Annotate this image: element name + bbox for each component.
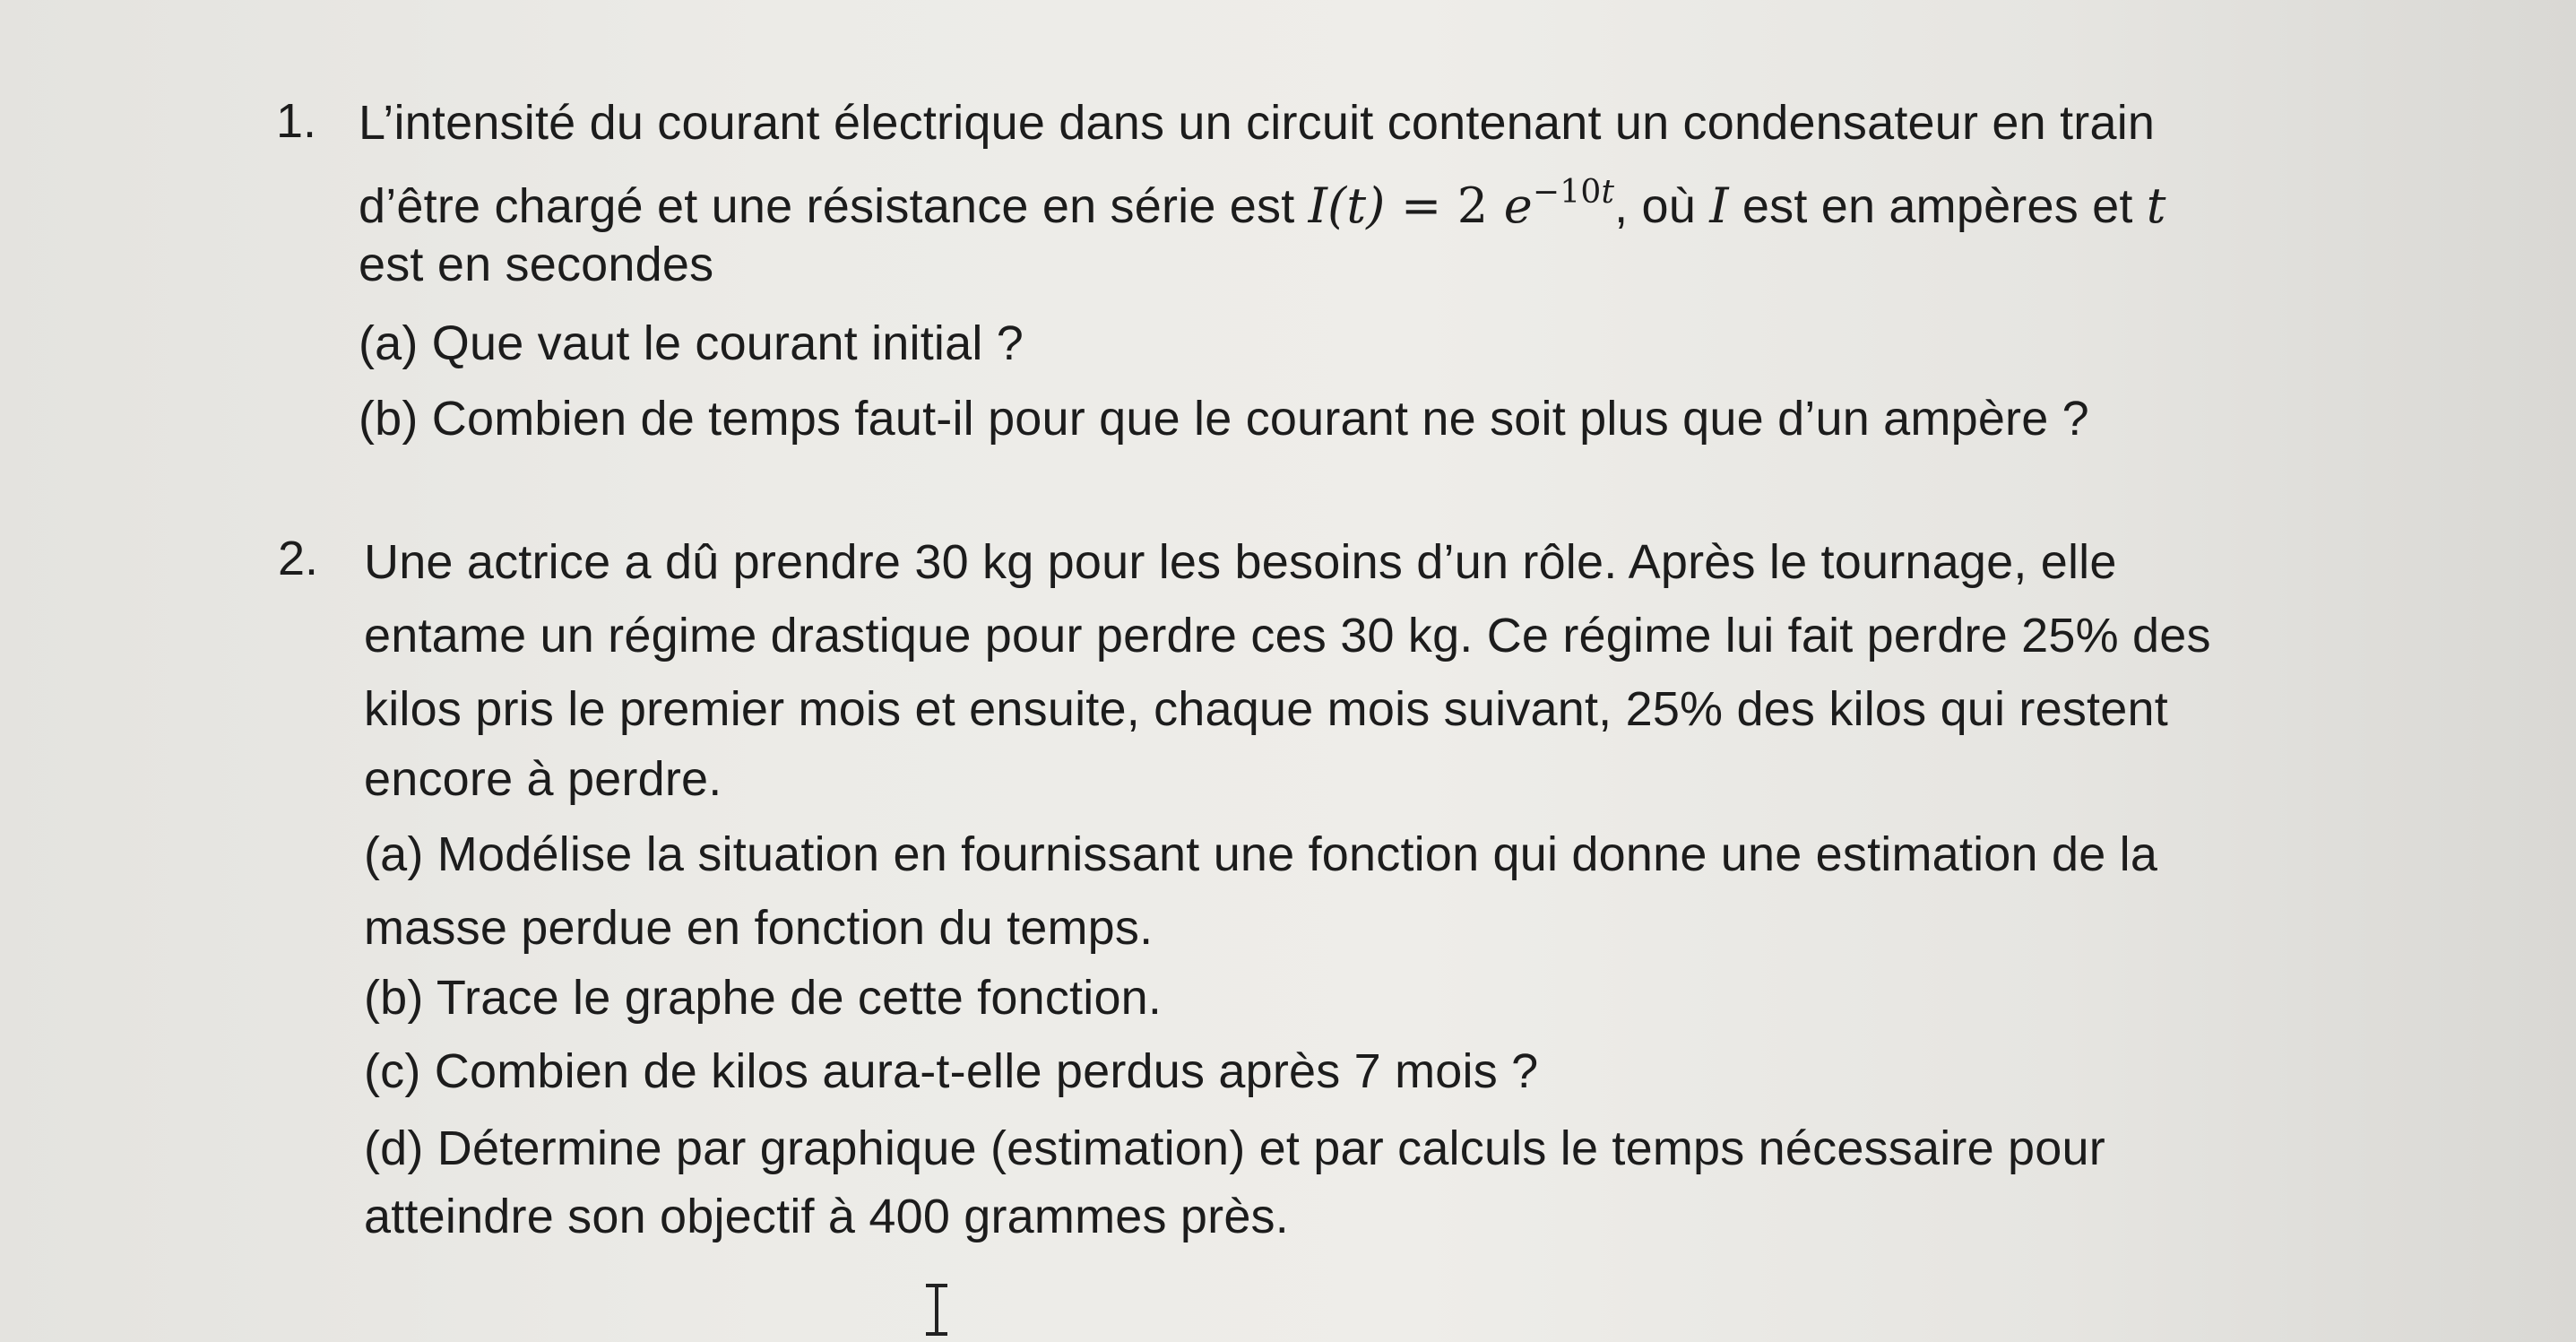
exercise-2-question-a-line-1: (a) Modélise la situation en fournissant une fonction qui donne une estimation de la bbox=[364, 827, 2158, 881]
exponent-number: −10 bbox=[1532, 174, 1602, 211]
text-cursor-stem bbox=[935, 1287, 938, 1334]
exercise-2-line-4: encore à perdre. bbox=[364, 752, 722, 806]
exercise-2-question-b: (b) Trace le graphe de cette fonction. bbox=[364, 971, 1163, 1025]
exercise-2-line-3: kilos pris le premier mois et ensuite, chaque mois suivant, 25% des kilos qui restent bbox=[364, 682, 2168, 736]
text-cursor-cap-bottom bbox=[926, 1332, 947, 1336]
exercise-1-line-2-text-c: est en ampères et bbox=[1728, 179, 2147, 233]
exercise-2-line-2: entame un régime drastique pour perdre ces 30 kg. Ce régime lui fait perdre 25% des bbox=[364, 609, 2211, 662]
exercise-1-number: 1. bbox=[276, 94, 317, 148]
exercise-1-line-2-text-b: , où bbox=[1614, 179, 1710, 233]
exercise-1-line-2-text: d’être chargé et une résistance en série est bbox=[359, 179, 1309, 233]
current-function-equals: = 2 bbox=[1385, 177, 1504, 234]
current-function-lhs: I(t) bbox=[1308, 177, 1386, 234]
text-cursor-icon bbox=[923, 1284, 950, 1338]
variable-I: I bbox=[1709, 177, 1729, 234]
exercise-1-question-b: (b) Combien de temps faut-il pour que le courant ne soit plus que d’un ampère ? bbox=[359, 392, 2089, 446]
exponent-variable: t bbox=[1601, 174, 1615, 211]
exercise-1-line-1: L’intensité du courant électrique dans un circuit contenant un condensateur en train bbox=[359, 96, 2156, 150]
exercise-2-line-1: Une actrice a dû prendre 30 kg pour les besoins d’un rôle. Après le tournage, elle bbox=[364, 535, 2117, 589]
exercise-2-question-c: (c) Combien de kilos aura-t-elle perdus après 7 mois ? bbox=[364, 1044, 1539, 1098]
exercise-2-question-d-line-2: atteindre son objectif à 400 grammes près. bbox=[364, 1190, 1289, 1243]
exercise-2-number: 2. bbox=[278, 532, 319, 585]
variable-t: t bbox=[2146, 177, 2166, 234]
current-function-base: e bbox=[1503, 177, 1533, 234]
exercise-2-question-a-line-2: masse perdue en fonction du temps. bbox=[364, 901, 1154, 955]
exercise-1-question-a: (a) Que vaut le courant initial ? bbox=[359, 316, 1024, 370]
exercise-1-line-2 bbox=[359, 165, 2166, 234]
current-function-exponent bbox=[1533, 174, 1614, 211]
exercise-1-line-3: est en secondes bbox=[359, 238, 714, 291]
exercise-2-question-d-line-1: (d) Détermine par graphique (estimation) et par calculs le temps nécessaire pour bbox=[364, 1121, 2105, 1175]
